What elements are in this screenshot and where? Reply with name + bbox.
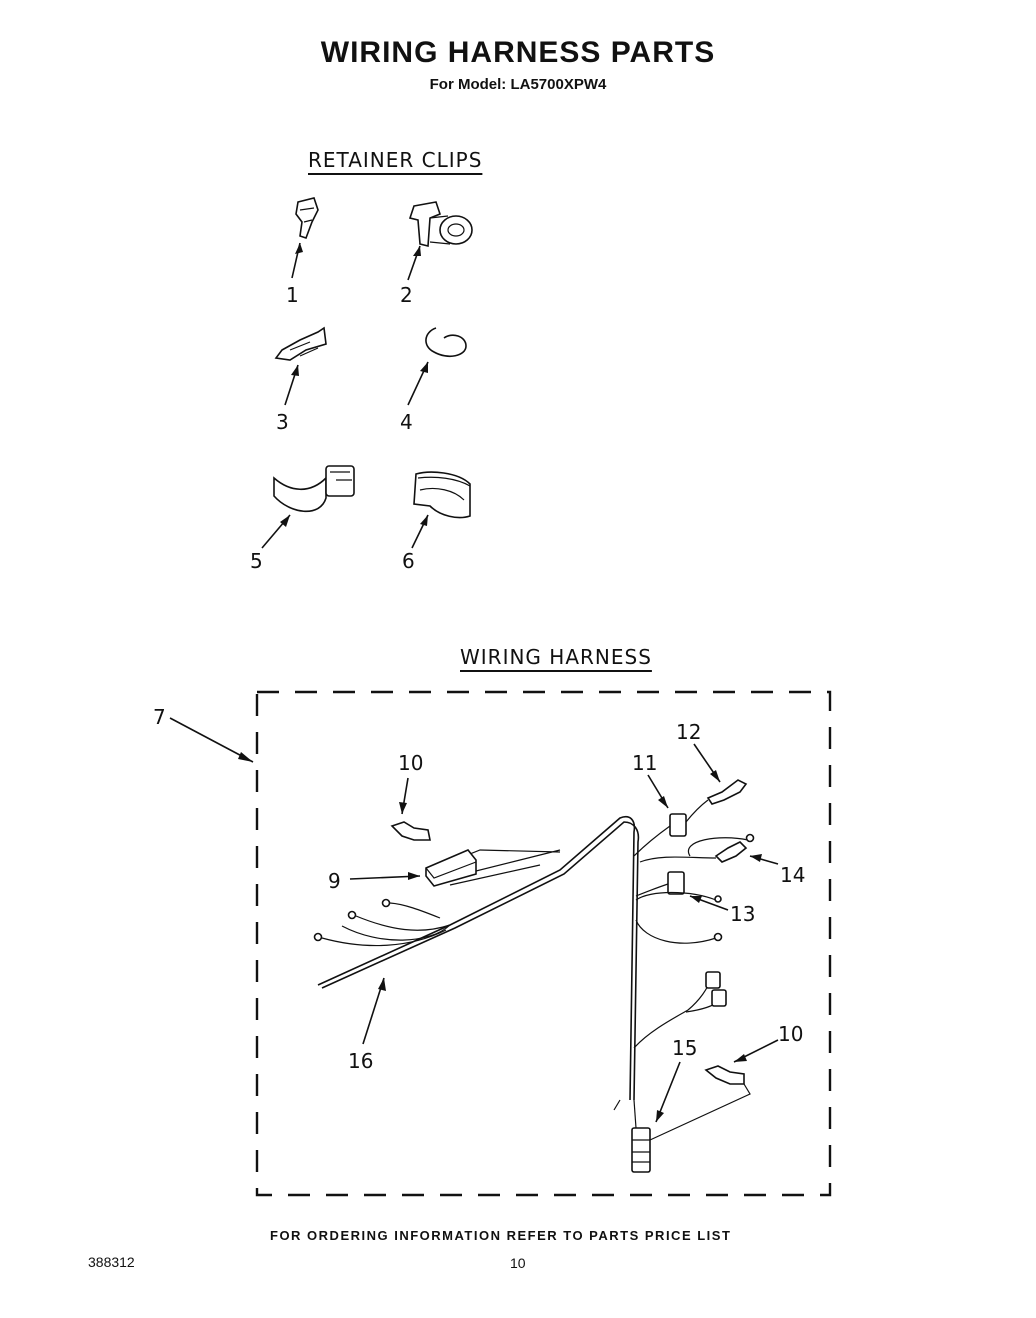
harness-dashed-border <box>257 692 830 1195</box>
clip-3-drawing <box>276 328 326 360</box>
retainer-clips-heading: RETAINER CLIPS <box>308 148 483 172</box>
arrowhead-6 <box>420 515 428 526</box>
document-number: 388312 <box>88 1254 135 1270</box>
callout-12: 12 <box>676 720 702 744</box>
clip-1-drawing <box>296 198 318 238</box>
callout-13: 13 <box>730 902 756 926</box>
callout-6: 6 <box>402 549 415 573</box>
callout-1: 1 <box>286 283 299 307</box>
callout-5: 5 <box>250 549 263 573</box>
page-title: WIRING HARNESS PARTS <box>320 36 716 69</box>
callout-10-upper: 10 <box>398 751 424 775</box>
arrowhead-10b <box>734 1054 747 1062</box>
callout-2: 2 <box>400 283 413 307</box>
part-12-terminal <box>686 780 746 822</box>
ordering-footer: FOR ORDERING INFORMATION REFER TO PARTS PRICE LIST <box>270 1228 732 1243</box>
callout-4: 4 <box>400 410 413 434</box>
callout-9: 9 <box>328 869 341 893</box>
arrowhead-7 <box>238 752 253 762</box>
model-subtitle: For Model: LA5700XPW4 <box>429 76 607 93</box>
callout-14: 14 <box>780 863 806 887</box>
callout-3: 3 <box>276 410 289 434</box>
part-10-terminal-upper <box>392 822 430 840</box>
part-11-connector <box>634 814 686 856</box>
clip-6-drawing <box>414 472 470 517</box>
part-15-connector-block <box>632 1100 650 1172</box>
clip-5-drawing <box>274 466 354 511</box>
callout-11: 11 <box>632 751 658 775</box>
arrowhead-12 <box>710 770 720 782</box>
callout-7: 7 <box>153 705 166 729</box>
part-13-connector <box>636 872 722 943</box>
clip-4-drawing <box>426 328 466 356</box>
arrowhead-9 <box>408 872 420 880</box>
part-14-terminal <box>640 835 754 863</box>
page-number: 10 <box>510 1255 526 1271</box>
arrowhead-13 <box>690 896 702 903</box>
arrowhead-14 <box>750 854 762 862</box>
arrowhead-2 <box>413 246 421 256</box>
arrowhead-16 <box>378 978 386 991</box>
arrowhead-4 <box>420 362 428 373</box>
callout-15: 15 <box>672 1036 698 1060</box>
arrowhead-11 <box>658 796 668 808</box>
clip-2-drawing <box>410 202 472 246</box>
wiring-harness-heading: WIRING HARNESS <box>460 645 652 669</box>
callout-10-lower: 10 <box>778 1022 804 1046</box>
arrowhead-15 <box>656 1110 664 1122</box>
arrowhead-3 <box>291 365 299 376</box>
callout-16: 16 <box>348 1049 374 1073</box>
part-10-terminal-lower <box>650 1066 750 1140</box>
